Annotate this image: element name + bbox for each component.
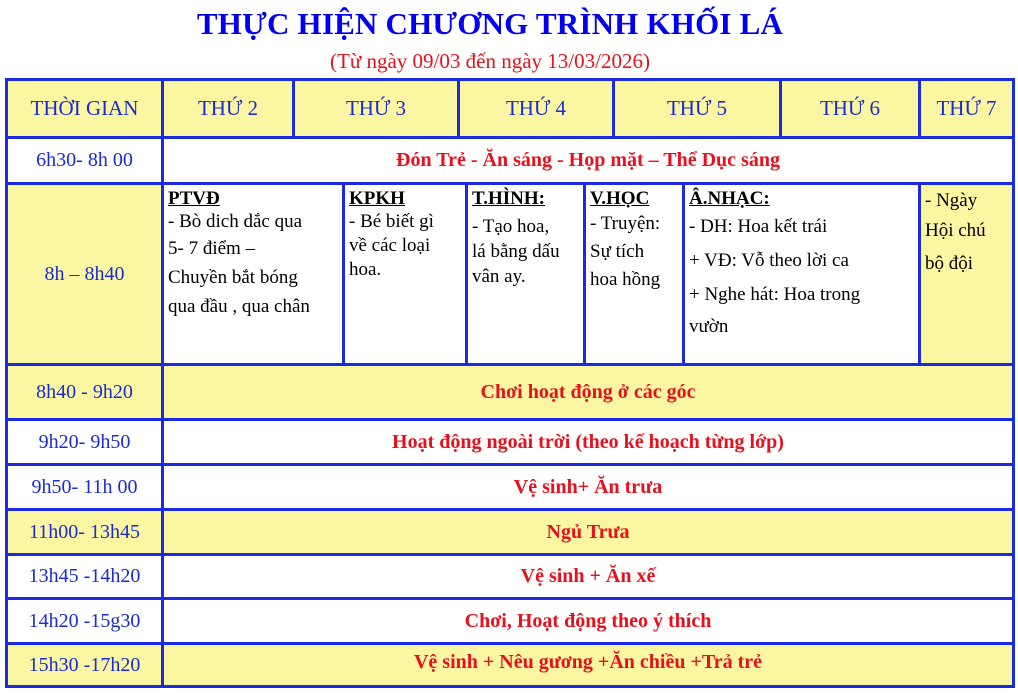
time-cell: 11h00- 13h45 xyxy=(8,511,161,553)
activity-cell: Chơi, Hoạt động theo ý thích xyxy=(164,600,1012,642)
activity-cell: Vệ sinh + Nêu gương +Ăn chiều +Trả trẻ xyxy=(164,645,1012,685)
lesson-thu xyxy=(586,185,682,363)
lesson-line: Sự tích xyxy=(590,241,645,262)
lesson-subject: T.HÌNH: xyxy=(472,188,546,209)
lesson-mon xyxy=(164,185,342,363)
header-mon: THỨ 2 xyxy=(164,81,292,136)
lesson-line: vân ay. xyxy=(472,266,526,287)
lesson-line: qua đầu , qua chân xyxy=(168,296,310,317)
activity-cell: Vệ sinh + Ăn xế xyxy=(164,556,1012,597)
lesson-line: + VĐ: Vỗ theo lời ca xyxy=(689,250,849,271)
lesson-fri xyxy=(685,185,918,363)
activity-cell: Chơi hoạt động ở các góc xyxy=(164,366,1012,418)
lesson-line: - Bò dich dắc qua xyxy=(168,211,303,232)
lesson-line: vườn xyxy=(689,316,729,337)
lesson-subject: PTVĐ xyxy=(168,188,220,209)
lesson-line: - Truyện: xyxy=(590,213,661,234)
lesson-line: về các loại xyxy=(349,235,431,256)
lesson-tue xyxy=(345,185,465,363)
schedule-table xyxy=(5,78,1015,688)
activity-cell: Hoạt động ngoài trời (theo kế hoạch từng lớp) xyxy=(164,421,1012,463)
activity-cell: Vệ sinh+ Ăn trưa xyxy=(164,466,1012,508)
lesson-wed xyxy=(468,185,583,363)
lesson-line: hoa hồng xyxy=(590,269,661,290)
lesson-line: - Bé biết gì xyxy=(349,211,434,232)
header-sat: THỨ 7 xyxy=(921,81,1012,136)
lesson-line: hoa. xyxy=(349,259,382,280)
lesson-line: + Nghe hát: Hoa trong xyxy=(689,284,861,305)
lesson-sat xyxy=(921,185,1012,363)
time-cell: 8h40 - 9h20 xyxy=(8,366,161,418)
activity-cell: Đón Trẻ - Ăn sáng - Họp mặt – Thể Dục sáng xyxy=(164,139,1012,182)
lesson-line: - Tạo hoa, xyxy=(472,216,550,237)
lesson-line: - DH: Hoa kết trái xyxy=(689,216,828,237)
lesson-line: 5- 7 điểm – xyxy=(168,238,256,259)
header-fri: THỨ 6 xyxy=(782,81,918,136)
lesson-line: lá bằng dấu xyxy=(472,241,560,262)
activity-cell: Ngủ Trưa xyxy=(164,511,1012,553)
header-wed: THỨ 4 xyxy=(460,81,612,136)
lesson-line: Hội chú xyxy=(925,220,986,241)
header-thu: THỨ 5 xyxy=(615,81,779,136)
page-title: THỰC HIỆN CHƯƠNG TRÌNH KHỐI LÁ xyxy=(196,6,784,41)
header-tue: THỨ 3 xyxy=(295,81,457,136)
time-cell: 6h30- 8h 00 xyxy=(8,139,161,182)
lesson-line: - Ngày xyxy=(925,190,978,211)
lesson-subject: KPKH xyxy=(349,188,405,209)
time-cell: 9h50- 11h 00 xyxy=(8,466,161,508)
lesson-line: bộ đội xyxy=(925,253,974,274)
header-time: THỜI GIAN xyxy=(8,81,161,136)
time-cell: 14h20 -15g30 xyxy=(8,600,161,642)
time-cell: 8h – 8h40 xyxy=(8,185,161,363)
time-cell: 15h30 -17h20 xyxy=(8,645,161,685)
date-range-subtitle: (Từ ngày 09/03 đến ngày 13/03/2026) xyxy=(330,49,650,73)
time-cell: 13h45 -14h20 xyxy=(8,556,161,597)
time-cell: 9h20- 9h50 xyxy=(8,421,161,463)
lesson-line: Chuyền bắt bóng xyxy=(168,267,298,288)
lesson-subject: Â.NHẠC: xyxy=(689,188,770,209)
lesson-subject: V.HỌC xyxy=(590,188,650,209)
